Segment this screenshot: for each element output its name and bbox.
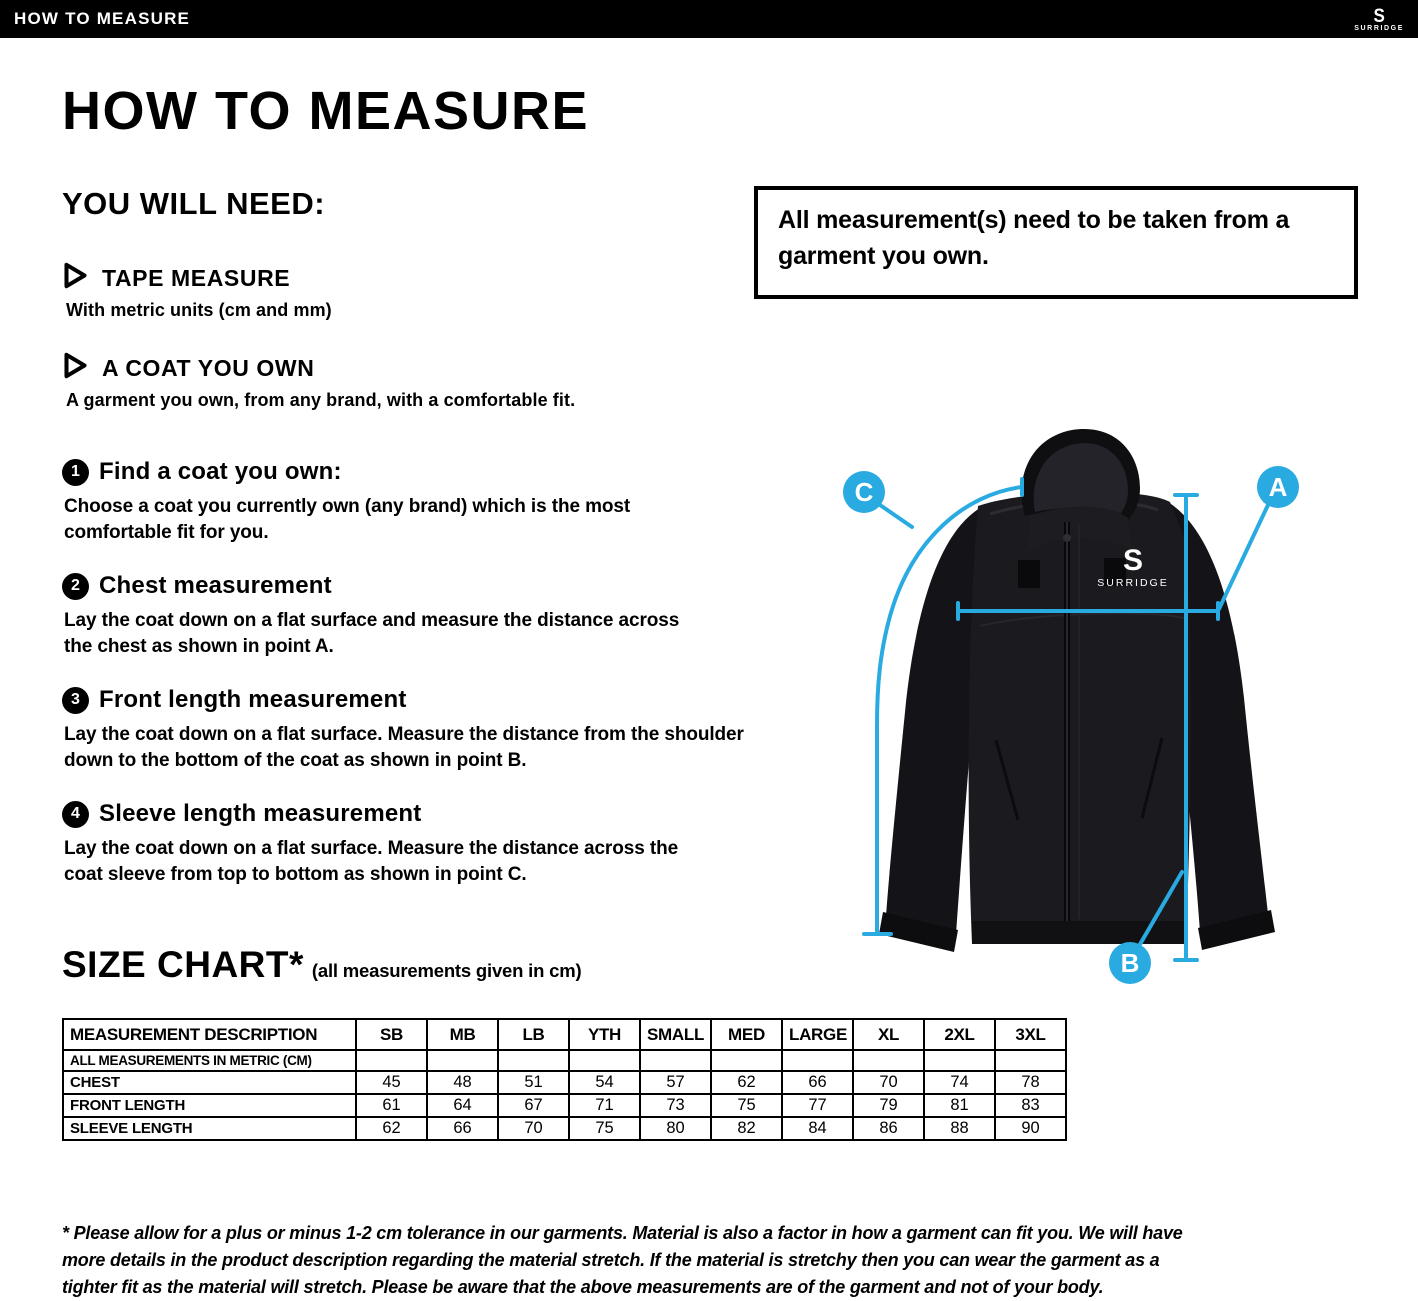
step-body: Choose a coat you currently own (any brand) which is the most comfortable fit for you. <box>64 496 631 544</box>
value-cell: 73 <box>640 1094 711 1117</box>
need-item-coat <box>62 352 575 411</box>
size-chart-heading <box>62 944 581 986</box>
need-item-title: TAPE MEASURE <box>102 264 291 291</box>
jacket-velcro-tab-left <box>1018 560 1040 588</box>
value-cell: 74 <box>924 1071 995 1094</box>
step-title: Front length measurement <box>99 686 407 713</box>
need-item-tape-measure <box>62 262 332 321</box>
empty-cell <box>356 1050 427 1071</box>
column-header: MED <box>711 1019 782 1050</box>
value-cell: 88 <box>924 1117 995 1140</box>
value-cell: 62 <box>356 1117 427 1140</box>
header-row <box>63 1019 1066 1050</box>
empty-cell <box>853 1050 924 1071</box>
size-chart-table-container <box>62 1018 1067 1141</box>
value-cell: 70 <box>853 1071 924 1094</box>
column-header: MB <box>427 1019 498 1050</box>
value-cell: 45 <box>356 1071 427 1094</box>
value-cell: 83 <box>995 1094 1066 1117</box>
empty-cell <box>995 1050 1066 1071</box>
step-body: Lay the coat down on a flat surface. Measure the distance from the shoulder down to the bottom of the coat as shown in point B. <box>64 724 744 772</box>
column-header: LARGE <box>782 1019 853 1050</box>
empty-cell <box>640 1050 711 1071</box>
value-cell: 90 <box>995 1117 1066 1140</box>
marker-a-label: A <box>1268 472 1288 502</box>
table-row <box>63 1117 1066 1140</box>
you-will-need-heading: YOU WILL NEED: <box>62 186 326 221</box>
value-cell: 57 <box>640 1071 711 1094</box>
value-cell: 66 <box>427 1117 498 1140</box>
value-cell: 77 <box>782 1094 853 1117</box>
size-table-body <box>63 1050 1066 1140</box>
row-label: FRONT LENGTH <box>63 1094 356 1117</box>
table-row <box>63 1071 1066 1094</box>
empty-cell <box>427 1050 498 1071</box>
column-header: 3XL <box>995 1019 1066 1050</box>
marker-b-label: B <box>1120 948 1140 978</box>
jacket-measurement-diagram <box>820 420 1400 1020</box>
value-cell: 51 <box>498 1071 569 1094</box>
surridge-logo-name: SURRIDGE <box>1354 24 1404 32</box>
jacket-illustration <box>820 420 1400 1020</box>
size-table <box>62 1018 1067 1141</box>
empty-cell <box>782 1050 853 1071</box>
triangle-bullet-icon <box>62 352 89 384</box>
jacket-zip-pull <box>1063 534 1071 542</box>
empty-cell <box>498 1050 569 1071</box>
triangle-bullet-icon <box>62 262 89 294</box>
value-cell: 75 <box>569 1117 640 1140</box>
step-body: Lay the coat down on a flat surface and measure the distance across the chest as shown in point A. <box>64 610 680 658</box>
jacket-logo-name: SURRIDGE <box>1097 577 1169 589</box>
empty-cell <box>924 1050 995 1071</box>
value-cell: 81 <box>924 1094 995 1117</box>
step-body: Lay the coat down on a flat surface. Measure the distance across the coat sleeve from top to bottom as shown in point C. <box>64 838 679 886</box>
need-item-description: With metric units (cm and mm) <box>66 300 332 320</box>
value-cell: 75 <box>711 1094 782 1117</box>
value-cell: 78 <box>995 1071 1066 1094</box>
metric-note-cell: ALL MEASUREMENTS IN METRIC (CM) <box>63 1050 356 1071</box>
column-header: SB <box>356 1019 427 1050</box>
jacket-left-sleeve <box>886 508 980 934</box>
tolerance-disclaimer: * Please allow for a plus or minus 1-2 cm tolerance in our garments. Material is also a factor in how a garment can fit you. We will have more details in the product description regarding the material stretch. If the material is stretchy then you can wear the garment as a tighter fit as the material will stretch. Please be aware that the above measurements are of the garment and not of your body. <box>62 1223 1183 1297</box>
step-number-badge: 4 <box>62 801 89 828</box>
value-cell: 66 <box>782 1071 853 1094</box>
column-header: XL <box>853 1019 924 1050</box>
value-cell: 48 <box>427 1071 498 1094</box>
surridge-logo-mark: S <box>1373 4 1385 26</box>
value-cell: 54 <box>569 1071 640 1094</box>
value-cell: 67 <box>498 1094 569 1117</box>
jacket-logo-mark: S <box>1122 544 1144 577</box>
topbar-title: HOW TO MEASURE <box>14 9 191 28</box>
value-cell: 62 <box>711 1071 782 1094</box>
step-title: Chest measurement <box>99 572 332 599</box>
step-1-find-a-coat <box>62 458 872 546</box>
column-header: LB <box>498 1019 569 1050</box>
jacket-hem <box>972 921 1186 944</box>
metric-note-row <box>63 1050 1066 1071</box>
step-3-front-length-measurement <box>62 686 872 774</box>
empty-cell <box>711 1050 782 1071</box>
marker-a-connector <box>1219 505 1268 609</box>
step-2-chest-measurement <box>62 572 872 660</box>
value-cell: 80 <box>640 1117 711 1140</box>
value-cell: 82 <box>711 1117 782 1140</box>
step-title: Sleeve length measurement <box>99 800 422 827</box>
value-cell: 64 <box>427 1094 498 1117</box>
value-cell: 84 <box>782 1117 853 1140</box>
row-label: CHEST <box>63 1071 356 1094</box>
value-cell: 79 <box>853 1094 924 1117</box>
size-chart-title: SIZE CHART* <box>62 944 304 985</box>
value-cell: 71 <box>569 1094 640 1117</box>
top-bar <box>0 0 1418 38</box>
step-title: Find a coat you own: <box>99 458 342 485</box>
empty-cell <box>569 1050 640 1071</box>
need-item-title: A COAT YOU OWN <box>102 354 315 381</box>
page-title: HOW TO MEASURE <box>62 81 590 141</box>
step-4-sleeve-length-measurement <box>62 800 872 888</box>
need-item-description: A garment you own, from any brand, with a comfortable fit. <box>66 390 576 410</box>
step-number-badge: 2 <box>62 573 89 600</box>
row-label: SLEEVE LENGTH <box>63 1117 356 1140</box>
column-header: MEASUREMENT DESCRIPTION <box>63 1019 356 1050</box>
value-cell: 86 <box>853 1117 924 1140</box>
value-cell: 61 <box>356 1094 427 1117</box>
column-header: 2XL <box>924 1019 995 1050</box>
value-cell: 70 <box>498 1117 569 1140</box>
size-table-head <box>63 1019 1066 1050</box>
surridge-logo <box>1354 4 1404 32</box>
column-header: SMALL <box>640 1019 711 1050</box>
marker-c-label: C <box>854 477 874 507</box>
step-number-badge: 3 <box>62 687 89 714</box>
step-number-badge: 1 <box>62 459 89 486</box>
marker-c-connector <box>880 505 912 527</box>
column-header: YTH <box>569 1019 640 1050</box>
measurement-note-box: All measurement(s) need to be taken from a garment you own. <box>754 186 1358 299</box>
table-row <box>63 1094 1066 1117</box>
size-chart-subheading: (all measurements given in cm) <box>311 960 582 981</box>
